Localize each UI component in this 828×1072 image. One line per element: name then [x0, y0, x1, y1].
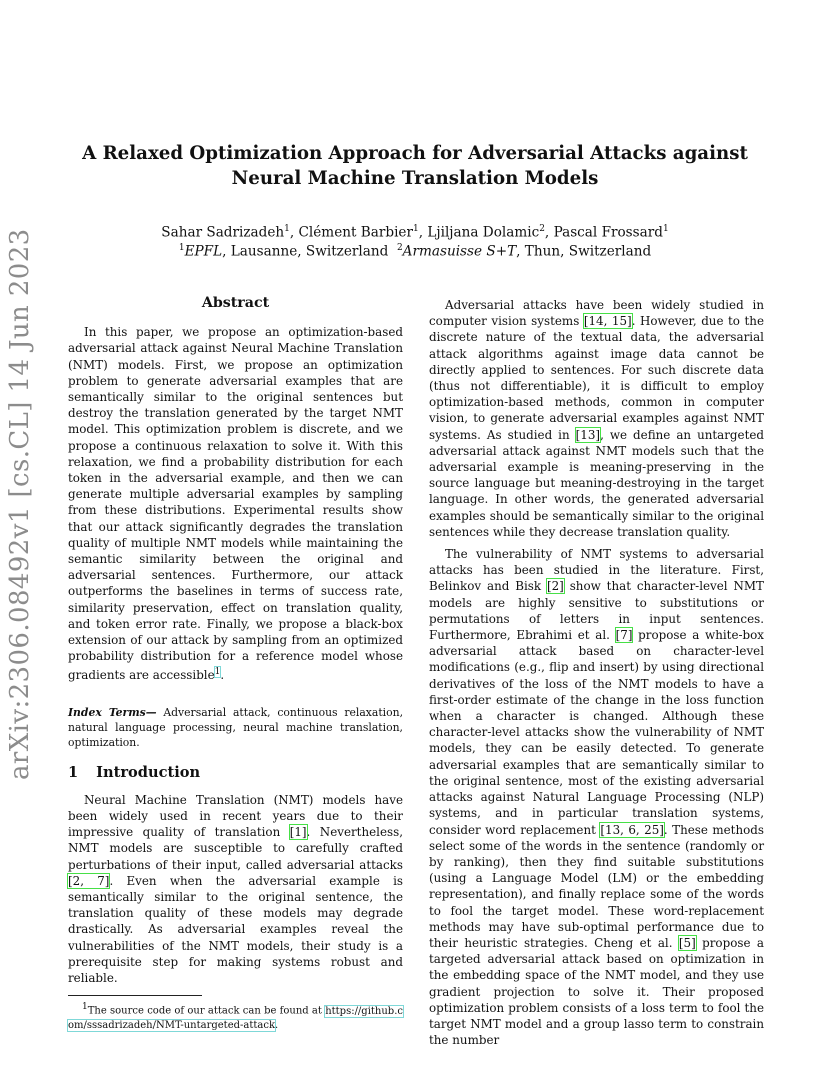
footnote-rule — [68, 995, 202, 996]
right-paragraph-1 — [429, 297, 764, 540]
section-heading-introduction — [68, 765, 403, 781]
intro-text: . Nevertheless, NMT models are susceptible to carefully crafted perturbations of their input, called adversarial attacks — [68, 825, 403, 872]
affil-1-location: , Lausanne, Switzerland — [222, 243, 389, 260]
section-number: 1 — [68, 763, 79, 781]
author-4-affil: 1 — [662, 224, 669, 234]
body-text: Adversarial attacks have been widely studied in computer vision systems — [429, 298, 764, 329]
author-1: Sahar Sadrizadeh — [161, 224, 285, 241]
source-code-link[interactable]: https://github.com/sssadrizadeh/NMT-untargeted-attack — [68, 1005, 403, 1031]
citation-link[interactable]: [2] — [546, 579, 564, 594]
right-paragraph-2 — [429, 546, 764, 1048]
author-4: , Pascal Frossard — [544, 224, 663, 241]
body-text: . These methods select some of the words in the sentence (randomly or by ranking), then they find suitable substitutions (using a Language Model (LM) or the embedding representation), and finally replace some of the words to fool the target model. These word-replacement methods may have sub-optimal performance due to their heuristic strategies. Cheng et al. — [429, 822, 764, 950]
title-line-1: A Relaxed Optimization Approach for Adversarial Attacks against — [82, 143, 748, 164]
abstract-text — [68, 324, 403, 683]
author-2-affil: 1 — [412, 224, 419, 234]
index-terms-label: Index Terms— — [68, 705, 157, 719]
footnote-period: . — [275, 1019, 279, 1031]
author-3: , Ljiljana Dolamic — [418, 224, 540, 241]
abstract-body: In this paper, we propose an optimization-based adversarial attack against Neural Machine Translation (NMT) models. First, we propose an optimization problem to generate adversarial examples that are semantically similar to the original sentences but destroy the translation generated by the target NMT model. This optimization problem is discrete, and we propose a continuous relaxation to solve it. With this relaxation, we find a probability distribution for each token in the adversarial example, and then we can generate multiple adversarial examples by sampling from these distributions. Experimental results show that our attack significantly degrades the translation quality of multiple NMT models while maintaining the semantic similarity between the original and adversarial sentences. Furthermore, our attack outperforms the baselines in terms of success rate, similarity preservation, effect on translation quality, and token error rate. Finally, we propose a black-box extension of our attack by sampling from an optimized probability distribution for a reference model whose gradients are accessible — [68, 325, 403, 683]
intro-paragraph — [68, 792, 403, 986]
affil-1-institution: EPFL — [184, 243, 223, 260]
section-title: Introduction — [96, 763, 201, 781]
affiliations — [60, 238, 770, 262]
body-text: propose a white-box adversarial attack based on character-level modifications (e.g., flip and insert) by using directional derivatives of the loss of the NMT models to have a first-order estimate of the change in the loss function when a character is changed. Although these character-level attacks show the vulnerability of NMT models, they can be easily detected. To generate adversarial examples that are semantically similar to the original sentence, most of the existing adversarial attacks against Natural Language Processing (NLP) systems, and in particular translation systems, consider word replacement — [429, 628, 764, 837]
title-line-2: Neural Machine Translation Models — [231, 168, 599, 189]
body-text: show that character-level NMT models are highly sensitive to substitutions or permutations of letters in input sentences. Furthermore, Ebrahimi et al. — [429, 579, 764, 643]
citation-link[interactable]: [7] — [615, 628, 633, 643]
citation-link[interactable]: [13] — [575, 427, 601, 442]
citation-link[interactable]: [13, 6, 25] — [600, 822, 664, 837]
footnote-ref[interactable]: 1 — [214, 667, 221, 678]
body-text: propose a targeted adversarial attack based on optimization in the embedding space of the NMT model, and they use gradient projection to solve it. Their proposed optimization problem consists of a loss term to fool the target NMT model and a group lasso term to constrain the number — [429, 935, 764, 1048]
abstract-heading: Abstract — [201, 295, 270, 311]
affil-2-institution: Armasuisse S+T — [402, 243, 517, 260]
arxiv-stamp: arXiv:2306.08492v1 [cs.CL] 14 Jun 2023 — [5, 228, 35, 780]
citation-link[interactable]: [1] — [289, 825, 307, 840]
body-text: , we define an untargeted adversarial attack against NMT models such that the adversarial example is meaning-preserving in the source language but meaning-destroying in the target language. In other words, the generated adversarial examples should be semantically similar to the original sentences while they decrease translation quality. — [429, 427, 765, 539]
citation-link[interactable]: [5] — [678, 935, 696, 950]
citation-link[interactable]: [14, 15] — [583, 314, 632, 329]
author-1-affil: 1 — [284, 224, 290, 234]
left-column — [68, 295, 403, 1033]
index-terms-text: Adversarial attack, continuous relaxation, natural language processing, neural machine translation, optimization. — [68, 705, 404, 749]
citation-link[interactable]: [2, 7] — [68, 873, 110, 888]
intro-text: Neural Machine Translation (NMT) models have been widely used in recent years due to their impressive quality of translation — [68, 792, 403, 840]
footnote-text: The source code of our attack can be found at — [87, 1005, 326, 1017]
index-terms — [68, 705, 403, 750]
affil-2-location: , Thun, Switzerland — [516, 243, 652, 260]
affil-2-mark: 2 — [396, 243, 403, 253]
intro-text: . Even when the adversarial example is semantically similar to the original sentence, the translation quality of these models may degrade drastically. As adversarial examples reveal the vulnerabilities of the NMT models, their study is a prerequisite step for making systems robust and reliable. — [68, 873, 404, 986]
body-text: . However, due to the discrete nature of the textual data, the adversarial attack algorithms against image data cannot be directly applied to sentences. For such discrete data (thus not differentiable), it is difficult to employ optimization-based methods, common in computer vision, to generate adversarial examples against NMT systems. As studied in — [429, 314, 764, 442]
footnote — [68, 1000, 403, 1032]
author-2: , Clément Barbier — [289, 224, 413, 241]
paper-title — [60, 141, 770, 191]
author-3-affil: 2 — [539, 224, 545, 234]
footnote-mark: 1 — [82, 1002, 88, 1013]
abstract-period: . — [220, 668, 225, 683]
affil-1-mark: 1 — [178, 243, 185, 253]
body-text: The vulnerability of NMT systems to adversarial attacks has been studied in the literature. First, Belinkov and Bisk — [429, 547, 764, 594]
right-column — [429, 297, 764, 1048]
